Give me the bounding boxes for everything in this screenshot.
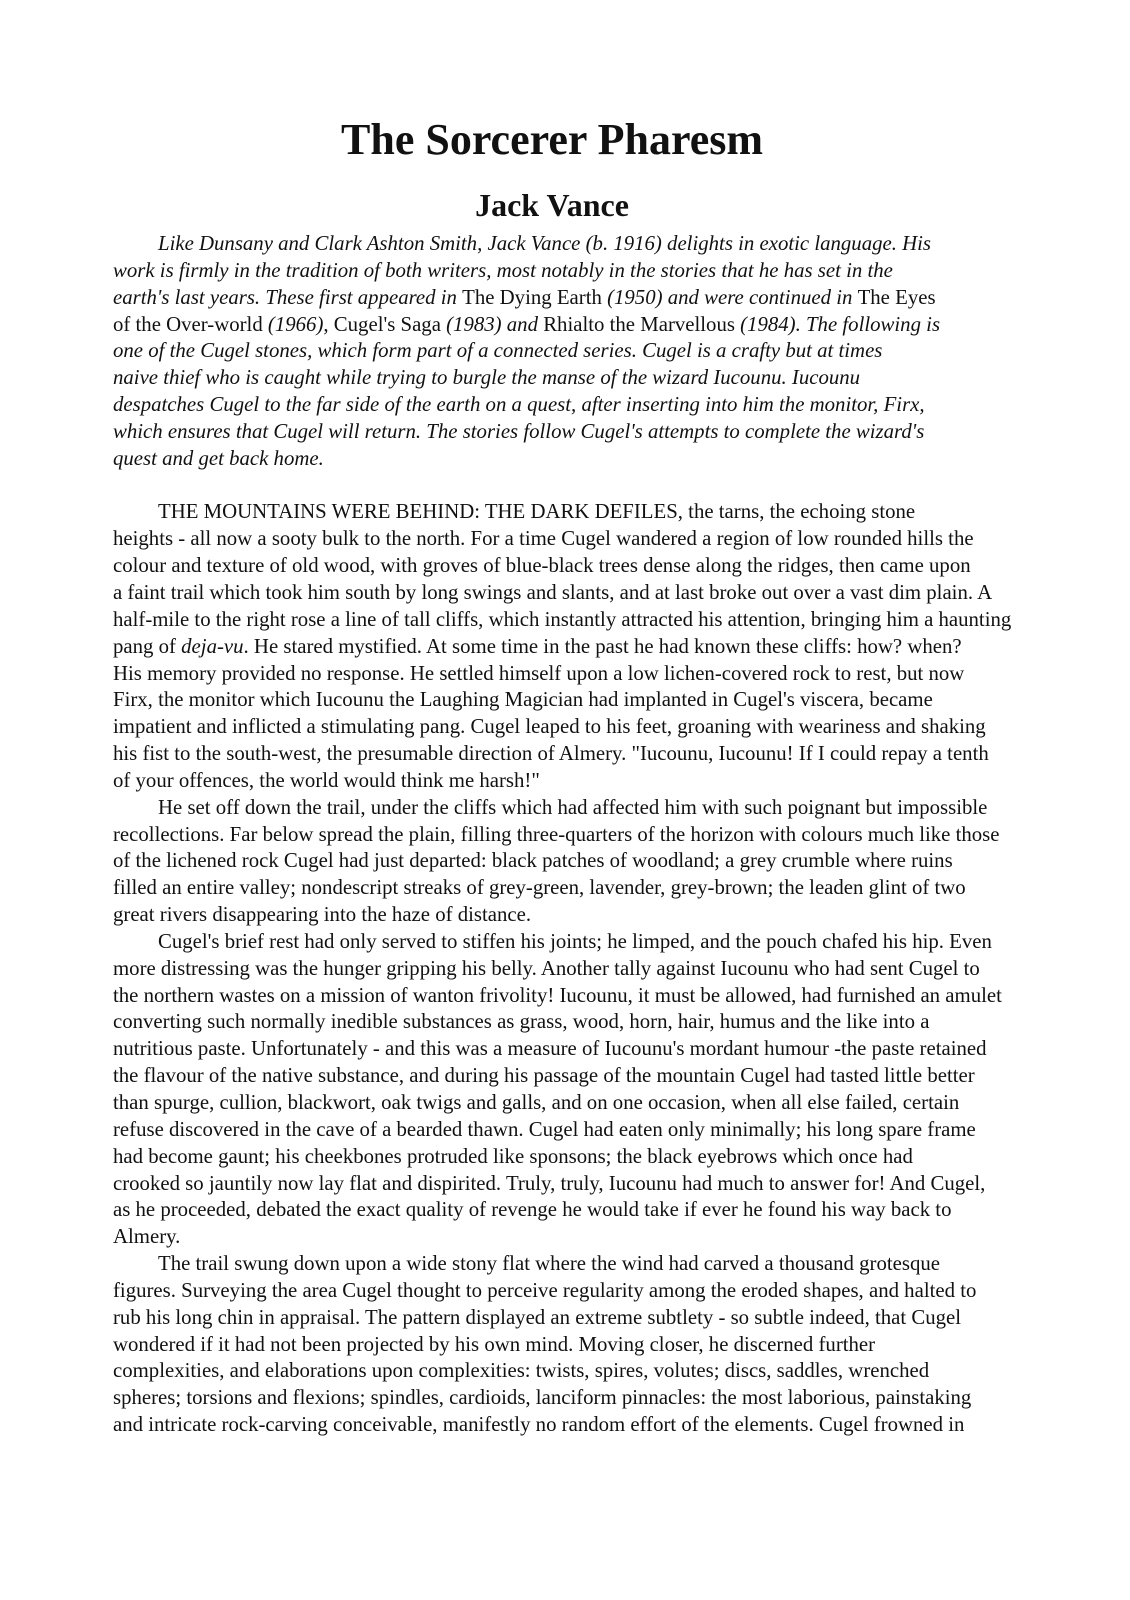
story-line: complexities, and elaborations upon complexities: twists, spires, volutes; discs, saddles, wrenched: [113, 1359, 930, 1383]
intro-line: quest and get back home.: [113, 446, 324, 470]
intro-text: (1983) and: [440, 312, 544, 336]
intro-line: which ensures that Cugel will return. The stories follow Cugel's attempts to complete the wizard's: [113, 419, 925, 443]
foreign-term: deja-vu: [181, 634, 244, 658]
story-line: heights - all now a sooty bulk to the north. For a time Cugel wandered a region of low rounded hills the: [113, 527, 974, 551]
story-line: His memory provided no response. He settled himself upon a low lichen-covered rock to rest, but now: [113, 661, 965, 685]
story-line: as he proceeded, debated the exact quality of revenge he would take if ever he found his way back to: [113, 1198, 952, 1222]
story-line: the flavour of the native substance, and during his passage of the mountain Cugel had tasted little better: [113, 1064, 975, 1088]
story-line: [113, 634, 1013, 661]
story-line: figures. Surveying the area Cugel thought to perceive regularity among the eroded shapes, and halted to: [113, 1278, 977, 1302]
story-line: refuse discovered in the cave of a bearded thawn. Cugel had eaten only minimally; his long spare frame: [113, 1117, 976, 1141]
book-title-ref: of the Over-world: [113, 312, 263, 336]
intro-line: Like Dunsany and Clark Ashton Smith, Jack Vance (b. 1916) delights in exotic language. His: [158, 232, 932, 255]
page-body: [113, 231, 1013, 1439]
story-line: converting such normally inedible substances as grass, wood, horn, hair, humus and the like into a: [113, 1010, 930, 1034]
story-line: of the lichened rock Cugel had just departed: black patches of woodland; a grey crumble where ruins: [113, 849, 953, 873]
story-paragraph: [113, 1251, 1013, 1439]
intro-text: (1984). The following is: [734, 312, 941, 336]
story-line: Firx, the monitor which Iucounu the Laughing Magician had implanted in Cugel's viscera, became: [113, 688, 933, 712]
story-paragraph: [113, 499, 1013, 794]
story-line: crooked so jauntily now lay flat and dispirited. Truly, truly, Iucounu had much to answer for! And Cugel,: [113, 1171, 986, 1195]
story-line: filled an entire valley; nondescript streaks of grey-green, lavender, grey-brown; the leaden glint of two: [113, 876, 966, 900]
story-line: of your offences, the world would think me harsh!": [113, 768, 540, 792]
story-line: rub his long chin in appraisal. The pattern displayed an extreme subtlety - so subtle indeed, that Cugel: [113, 1305, 962, 1329]
story-line: recollections. Far below spread the plain, filling three-quarters of the horizon with colours much like those: [113, 822, 1000, 846]
intro-line: [113, 312, 1013, 339]
story-line: Almery.: [113, 1225, 181, 1249]
intro-paragraph: [113, 231, 1013, 473]
story-line: half-mile to the right rose a line of tall cliffs, which instantly attracted his attention, bringing him a haunting: [113, 607, 1012, 631]
story-text: . He stared mystified. At some time in the past he had known these cliffs: how? when?: [243, 634, 962, 658]
story-line: impatient and inflicted a stimulating pang. Cugel leaped to his feet, groaning with weariness and shaking: [113, 715, 986, 739]
intro-text: (1966): [262, 312, 324, 336]
intro-line: naive thief who is caught while trying to burgle the manse of the wizard Iucounu. Iucounu: [113, 366, 861, 390]
author-name: Jack Vance: [475, 187, 629, 223]
story-line: more distressing was the hunger gripping his belly. Another tally against Iucounu who had sent Cugel to: [113, 956, 980, 980]
book-title-ref: The Eyes: [857, 285, 936, 309]
story-line: his fist to the south-west, the presumable direction of Almery. "Iucounu, Iucounu! If I could repay a tenth: [113, 742, 989, 766]
intro-text: earth's last years. These first appeared in: [113, 285, 463, 309]
story-paragraph: [113, 795, 1013, 929]
story-line: great rivers disappearing into the haze of distance.: [113, 903, 532, 927]
story-line: had become gaunt; his cheekbones protruded like sponsons; the black eyebrows which once had: [113, 1144, 913, 1168]
story-line: THE MOUNTAINS WERE BEHIND: THE DARK DEFILES, the tarns, the echoing stone: [158, 500, 916, 524]
story-line: a faint trail which took him south by long swings and slants, and at last broke out over a vast dim plain. A: [113, 580, 993, 604]
intro-line: work is firmly in the tradition of both writers, most notably in the stories that he has set in the: [113, 258, 893, 282]
story-line: the northern wastes on a mission of wanton frivolity! Iucounu, it must be allowed, had furnished an amulet: [113, 983, 1002, 1007]
story-line: He set off down the trail, under the cliffs which had affected him with such poignant but impossible: [158, 795, 988, 819]
story-line: The trail swung down upon a wide stony flat where the wind had carved a thousand grotesque: [158, 1252, 940, 1276]
intro-text: (1950) and were continued in: [601, 285, 858, 309]
story-line: Cugel's brief rest had only served to stiffen his joints; he limped, and the pouch chafed his hip. Even: [158, 929, 992, 953]
intro-line: despatches Cugel to the far side of the earth on a quest, after inserting into him the monitor, Firx,: [113, 393, 925, 417]
story-line: nutritious paste. Unfortunately - and this was a measure of Iucounu's mordant humour -the paste retained: [113, 1037, 987, 1061]
story-text: pang of: [113, 634, 182, 658]
book-title-ref: , Cugel's Saga: [323, 312, 441, 336]
intro-line: one of the Cugel stones, which form part of a connected series. Cugel is a crafty but at times: [113, 339, 883, 363]
story-line: than spurge, cullion, blackwort, oak twigs and galls, and on one occasion, when all else failed, certain: [113, 1091, 960, 1114]
story-line: colour and texture of old wood, with groves of blue-black trees dense along the ridges, then came upon: [113, 554, 971, 578]
story-title: The Sorcerer Pharesm: [341, 115, 763, 164]
intro-line: [113, 285, 1013, 312]
story-line: and intricate rock-carving conceivable, manifestly no random effort of the elements. Cugel frowned in: [113, 1413, 965, 1437]
story-line: wondered if it had not been projected by his own mind. Moving closer, he discerned further: [113, 1332, 876, 1356]
story-paragraph: [113, 929, 1013, 1251]
story-line: spheres; torsions and flexions; spindles, cardioids, lanciform pinnacles: the most laborious, painstaking: [113, 1386, 972, 1410]
book-title-ref: The Dying Earth: [462, 285, 602, 309]
book-title-ref: Rhialto the Marvellous: [543, 312, 735, 336]
paragraph-gap: [113, 473, 1013, 500]
